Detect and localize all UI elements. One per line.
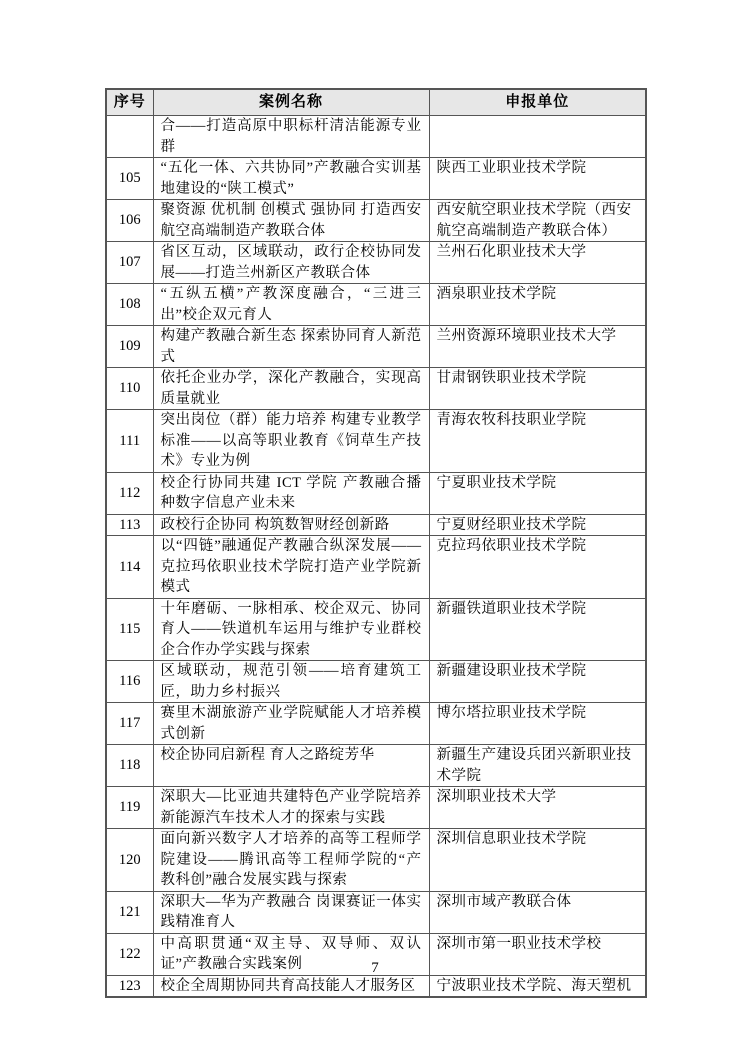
cell-serial-number: 121 bbox=[106, 891, 153, 933]
cell-serial-number: 119 bbox=[106, 787, 153, 829]
table-header-row bbox=[106, 89, 646, 116]
cell-applicant-unit: 博尔塔拉职业技术学院 bbox=[429, 703, 646, 745]
cell-serial-number: 116 bbox=[106, 661, 153, 703]
table-row bbox=[106, 410, 646, 473]
table-row bbox=[106, 975, 646, 997]
cell-serial-number: 111 bbox=[106, 410, 153, 473]
cell-applicant-unit: 深圳市域产教联合体 bbox=[429, 891, 646, 933]
cell-case-name: 以“四链”融通促产教融合纵深发展——克拉玛依职业技术学院打造产业学院新模式 bbox=[153, 536, 429, 599]
cell-applicant-unit: 宁波职业技术学院、海天塑机 bbox=[429, 975, 646, 997]
cell-applicant-unit: 青海农牧科技职业学院 bbox=[429, 410, 646, 473]
cell-case-name: 合——打造高原中职标杆清洁能源专业群 bbox=[153, 116, 429, 158]
cell-case-name: 深职大—华为产教融合 岗课赛证一体实践精准育人 bbox=[153, 891, 429, 933]
table-row bbox=[106, 536, 646, 599]
table-row bbox=[106, 242, 646, 284]
cell-applicant-unit: 陕西工业职业技术学院 bbox=[429, 158, 646, 200]
table-body bbox=[106, 116, 646, 998]
cell-serial-number: 117 bbox=[106, 703, 153, 745]
table-row bbox=[106, 745, 646, 787]
cell-applicant-unit: 兰州石化职业技术大学 bbox=[429, 242, 646, 284]
cell-case-name: 区域联动，规范引领——培育建筑工匠，助力乡村振兴 bbox=[153, 661, 429, 703]
cell-case-name: 省区互动，区域联动，政行企校协同发展——打造兰州新区产教联合体 bbox=[153, 242, 429, 284]
cell-case-name: 校企协同启新程 育人之路绽芳华 bbox=[153, 745, 429, 787]
cell-case-name: 校企行协同共建 ICT 学院 产教融合播种数字信息产业未来 bbox=[153, 472, 429, 514]
column-header-serial-number: 序号 bbox=[106, 89, 153, 116]
cell-serial-number: 108 bbox=[106, 284, 153, 326]
column-header-case-name: 案例名称 bbox=[153, 89, 429, 116]
cell-applicant-unit: 西安航空职业技术学院（西安航空高端制造产教联合体） bbox=[429, 200, 646, 242]
page-number: 7 bbox=[371, 960, 379, 976]
cell-applicant-unit: 甘肃钢铁职业技术学院 bbox=[429, 368, 646, 410]
cell-case-name: 面向新兴数字人才培养的高等工程师学院建设——腾讯高等工程师学院的“产教科创”融合发展实践与探索 bbox=[153, 829, 429, 892]
cell-serial-number: 105 bbox=[106, 158, 153, 200]
table-row bbox=[106, 514, 646, 536]
cell-case-name: 十年磨砺、一脉相承、校企双元、协同育人——铁道机车运用与维护专业群校企合作办学实践与探索 bbox=[153, 598, 429, 661]
cell-case-name: 校企全周期协同共育高技能人才服务区 bbox=[153, 975, 429, 997]
cell-serial-number: 107 bbox=[106, 242, 153, 284]
cell-serial-number: 110 bbox=[106, 368, 153, 410]
table-row bbox=[106, 116, 646, 158]
table-row bbox=[106, 661, 646, 703]
cell-case-name: 构建产教融合新生态 探索协同育人新范式 bbox=[153, 326, 429, 368]
cell-case-name: 聚资源 优机制 创模式 强协同 打造西安航空高端制造产教联合体 bbox=[153, 200, 429, 242]
case-table bbox=[105, 88, 647, 998]
cell-serial-number: 106 bbox=[106, 200, 153, 242]
cell-serial-number: 113 bbox=[106, 514, 153, 536]
cell-serial-number: 115 bbox=[106, 598, 153, 661]
table-row bbox=[106, 829, 646, 892]
cell-case-name: 突出岗位（群）能力培养 构建专业教学标准——以高等职业教育《饲草生产技术》专业为例 bbox=[153, 410, 429, 473]
table-row bbox=[106, 472, 646, 514]
column-header-applicant-unit: 申报单位 bbox=[429, 89, 646, 116]
cell-applicant-unit: 新疆铁道职业技术学院 bbox=[429, 598, 646, 661]
cell-case-name: 依托企业办学，深化产教融合，实现高质量就业 bbox=[153, 368, 429, 410]
cell-serial-number: 114 bbox=[106, 536, 153, 599]
cell-applicant-unit: 克拉玛依职业技术学院 bbox=[429, 536, 646, 599]
cell-serial-number: 120 bbox=[106, 829, 153, 892]
cell-applicant-unit: 酒泉职业技术学院 bbox=[429, 284, 646, 326]
cell-serial-number: 118 bbox=[106, 745, 153, 787]
cell-case-name: 中高职贯通“双主导、双导师、双认证”产教融合实践案例 bbox=[153, 933, 429, 975]
table-row bbox=[106, 368, 646, 410]
cell-case-name: “五纵五横”产教深度融合，“三进三出”校企双元育人 bbox=[153, 284, 429, 326]
cell-applicant-unit: 深圳职业技术大学 bbox=[429, 787, 646, 829]
cell-serial-number: 112 bbox=[106, 472, 153, 514]
cell-applicant-unit: 深圳市第一职业技术学校 bbox=[429, 933, 646, 975]
table-row bbox=[106, 158, 646, 200]
cell-applicant-unit: 宁夏财经职业技术学院 bbox=[429, 514, 646, 536]
table-row bbox=[106, 284, 646, 326]
cell-case-name: “五化一体、六共协同”产教融合实训基地建设的“陕工模式” bbox=[153, 158, 429, 200]
cell-applicant-unit: 兰州资源环境职业技术大学 bbox=[429, 326, 646, 368]
cell-serial-number bbox=[106, 116, 153, 158]
table-row bbox=[106, 200, 646, 242]
cell-applicant-unit: 深圳信息职业技术学院 bbox=[429, 829, 646, 892]
cell-case-name: 深职大—比亚迪共建特色产业学院培养新能源汽车技术人才的探索与实践 bbox=[153, 787, 429, 829]
cell-applicant-unit: 宁夏职业技术学院 bbox=[429, 472, 646, 514]
table-row bbox=[106, 598, 646, 661]
cell-case-name: 赛里木湖旅游产业学院赋能人才培养模式创新 bbox=[153, 703, 429, 745]
cell-applicant-unit: 新疆生产建设兵团兴新职业技术学院 bbox=[429, 745, 646, 787]
cell-case-name: 政校行企协同 构筑数智财经创新路 bbox=[153, 514, 429, 536]
cell-applicant-unit: 新疆建设职业技术学院 bbox=[429, 661, 646, 703]
cell-serial-number: 109 bbox=[106, 326, 153, 368]
table-row bbox=[106, 787, 646, 829]
cell-serial-number: 122 bbox=[106, 933, 153, 975]
cell-serial-number: 123 bbox=[106, 975, 153, 997]
table-row bbox=[106, 703, 646, 745]
table-row bbox=[106, 891, 646, 933]
table-row bbox=[106, 326, 646, 368]
cell-applicant-unit bbox=[429, 116, 646, 158]
